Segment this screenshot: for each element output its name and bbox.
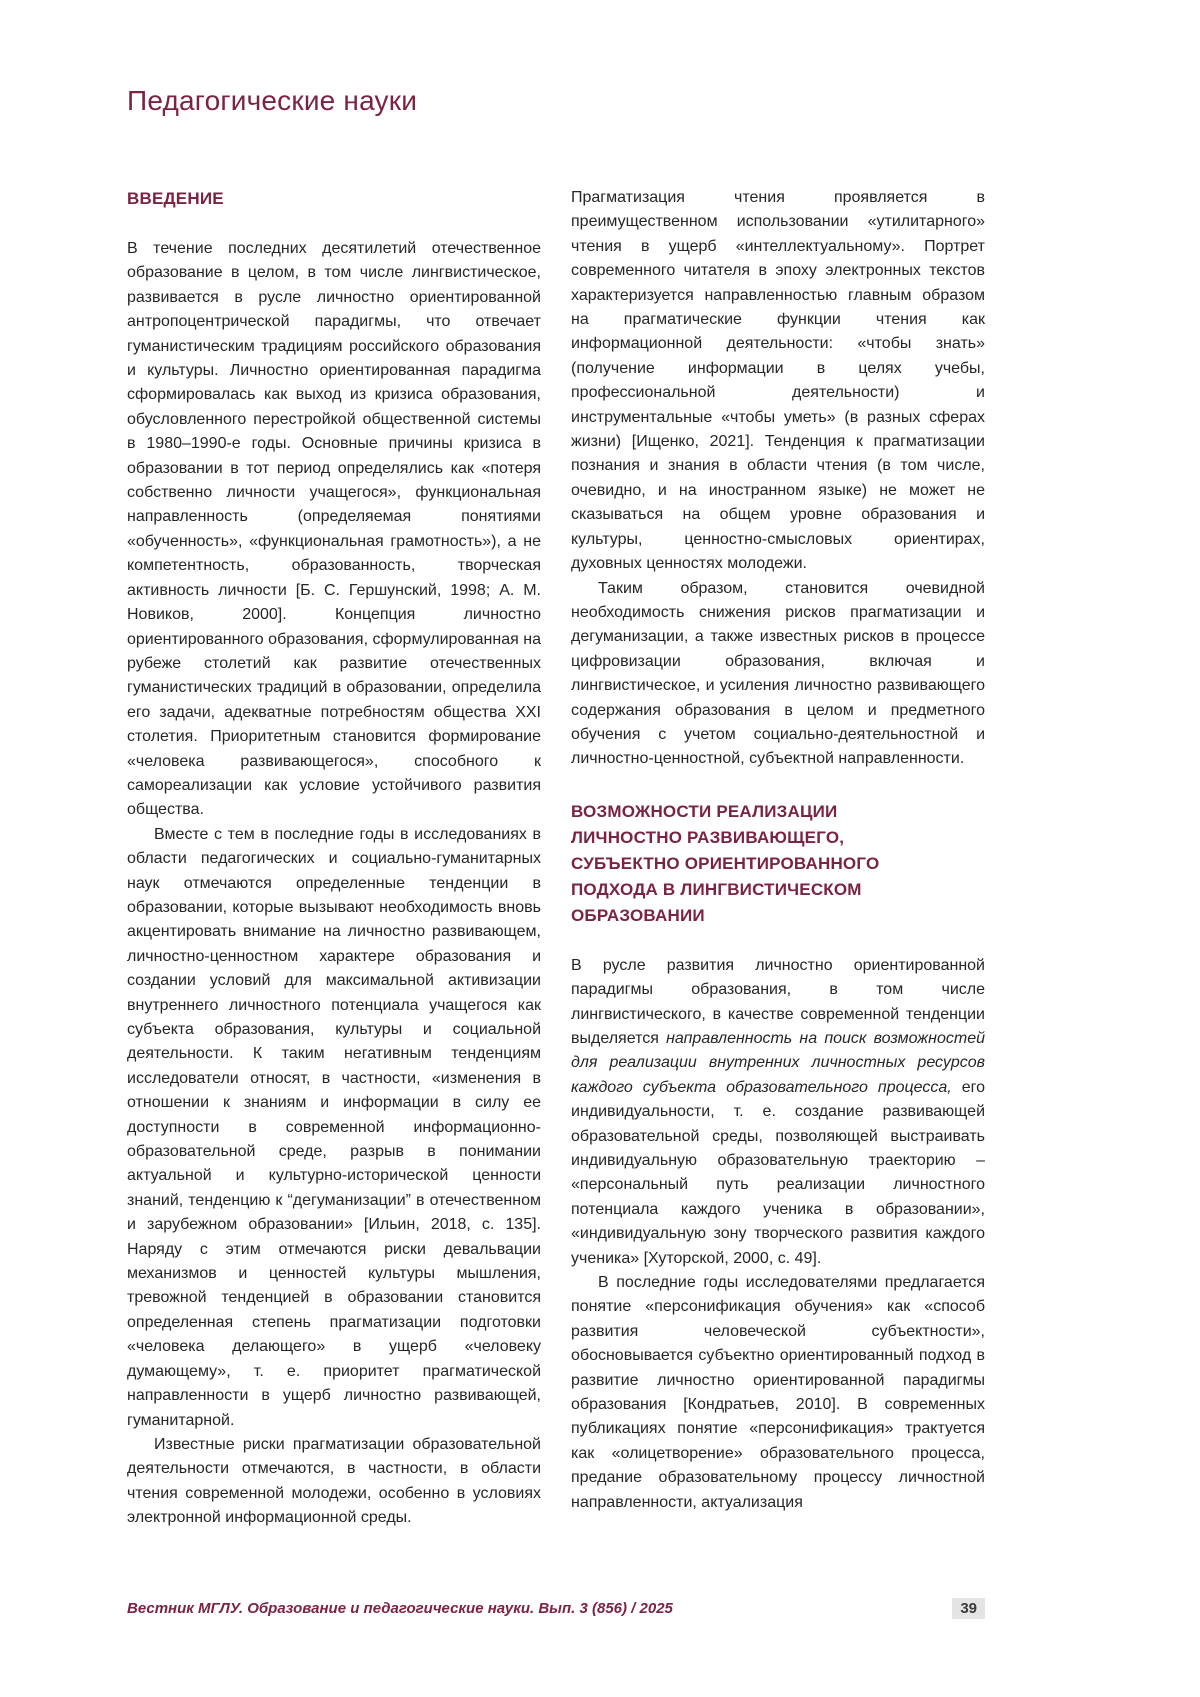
paragraph: Известные риски прагматизации образовательной деятельности отмечаются, в частности, в области чтения современной молодежи, особенно в условиях электронной информационной среды. <box>127 1435 541 1527</box>
paragraph <box>571 954 985 1271</box>
running-head: Педагогические науки <box>127 85 418 116</box>
paragraph: Таким образом, становится очевидной необходимость снижения рисков прагматизации и дегуманизации, а также известных рисков в процессе цифровизации образования, включая и лингвистическое, и усиления личностно развивающего содержания образования в целом и предметного обучения с учетом социально-деятельностной и личностно-ценностной, субъектной направленности. <box>571 579 985 768</box>
paragraph-run-tail: его индивидуальности, т. е. создание развивающей образовательной среды, позволяющей выстраивать индивидуальную образовательную траекторию – «персональный путь реализации личностного потенциала каждого ученика в образовании», «индивидуальную зону творческого развития каждого ученика» [Хуторской, 2000, с. 49]. <box>571 1078 985 1267</box>
page-footer <box>127 1598 985 1619</box>
paragraph: В течение последних десятилетий отечественное образование в целом, в том числе лингвистическое, развивается в русле личностно ориентированной антропоцентрической парадигмы, что отвечает гуманистическим традициям российского образования и культуры. Личностно ориентированная парадигма сформировалась как выход из кризиса образования, обусловленного перестройкой общественной системы в 1980–1990-е годы. Основные причины кризиса в образовании в тот период определялись как «потеря собственно личности учащегося», функциональная направленность (определяемая понятиями «обученность», «функциональная грамотность»), а не компетентность, образованность, творческая активность личности [Б. С. Гершунский, 1998; А. М. Новиков, 2000]. Концепция личностно ориентированного образования, сформулированная на рубеже столетий как развитие отечественных гуманистических традиций в образовании, определила его задачи, адекватные потребностям общества XXI столетия. Приоритетным становится формирование «человека развивающегося», способного к самореализации как условие устойчивого развития общества. <box>127 240 541 819</box>
paragraph: Вместе с тем в последние годы в исследованиях в области педагогических и социально-гуманитарных наук отмечаются определенные тенденции в образовании, которые вызывают необходимость вновь акцентировать внимание на личностно развивающем, личностно-ценностном характере образования и создании условий для максимальной активизации внутреннего личностного потенциала учащегося как субъекта образования, культуры и социальной деятельности. К таким негативным тенденциям исследователи относят, в частности, «изменения в отношении к знаниям и информации в силу ее доступности в современной информационно-образовательной среде, разрыв в понимании актуальной и культурно-исторической ценности знаний, тенденцию к “дегуманизации” в отечественном и зарубежном образовании» [Ильин, 2018, с. 135]. Наряду с этим отмечаются риски девальвации механизмов и ценностей культуры мышления, тревожной тенденцией в образовании становится определенная степень прагматизации подготовки «человека делающего» в ущерб «человеку думающему», т. е. приоритет прагматической направленности в ущерб личностно развивающей, гуманитарной. <box>127 825 541 1429</box>
footer-journal-info: Вестник МГЛУ. Образование и педагогические науки. Вып. 3 (856) / 2025 <box>127 1600 673 1617</box>
right-column <box>571 186 985 1531</box>
footer-page-number: 39 <box>952 1598 985 1619</box>
left-column <box>127 186 541 1531</box>
section-heading-possibilities: ВОЗМОЖНОСТИ РЕАЛИЗАЦИИ ЛИЧНОСТНО РАЗВИВАЮЩЕГО, СУБЪЕКТНО ОРИЕНТИРОВАННОГО ПОДХОДА В ЛИНГВИСТИЧЕСКОМ ОБРАЗОВАНИИ <box>571 801 880 925</box>
paragraph-run-emphasis: направленность на поиск возможностей для реализации внутренних личностных ресурсов каждого субъекта образовательного процесса, <box>571 1029 986 1096</box>
section-heading-introduction: ВВЕДЕНИЕ <box>127 189 224 208</box>
paragraph: В последние годы исследователями предлагается понятие «персонификация обучения» как «способ развития человеческой субъектности», обосновывается субъектно ориентированный подход в развитие личностно ориентированной парадигмы образования [Кондратьев, 2010]. В современных публикациях понятие «персонификация» трактуется как «олицетворение» образовательного процесса, предание образовательному процессу личностной направленности, актуализация <box>571 1274 985 1511</box>
paragraph: Прагматизация чтения проявляется в преимущественном использовании «утилитарного» чтения в ущерб «интеллектуальному». Портрет современного читателя в эпоху электронных текстов характеризуется направленностью главным образом на прагматические функции чтения как информационной деятельности: «чтобы знать» (получение информации в целях учебы, профессиональной деятельности) и инструментальные «чтобы уметь» (в разных сферах жизни) [Ищенко, 2021]. Тенденция к прагматизации познания и знания в области чтения (в том числе, очевидно, и на иностранном языке) не может не сказываться на общем уровне образования и культуры, ценностно-смысловых ориентирах, духовных ценностях молодежи. <box>571 189 985 573</box>
two-column-layout <box>127 186 985 1531</box>
paragraph-run-lead: В русле развития личностно ориентированной парадигмы образования, в том числе лингвистического, в качестве современной тенденции выделяется <box>571 956 985 1047</box>
